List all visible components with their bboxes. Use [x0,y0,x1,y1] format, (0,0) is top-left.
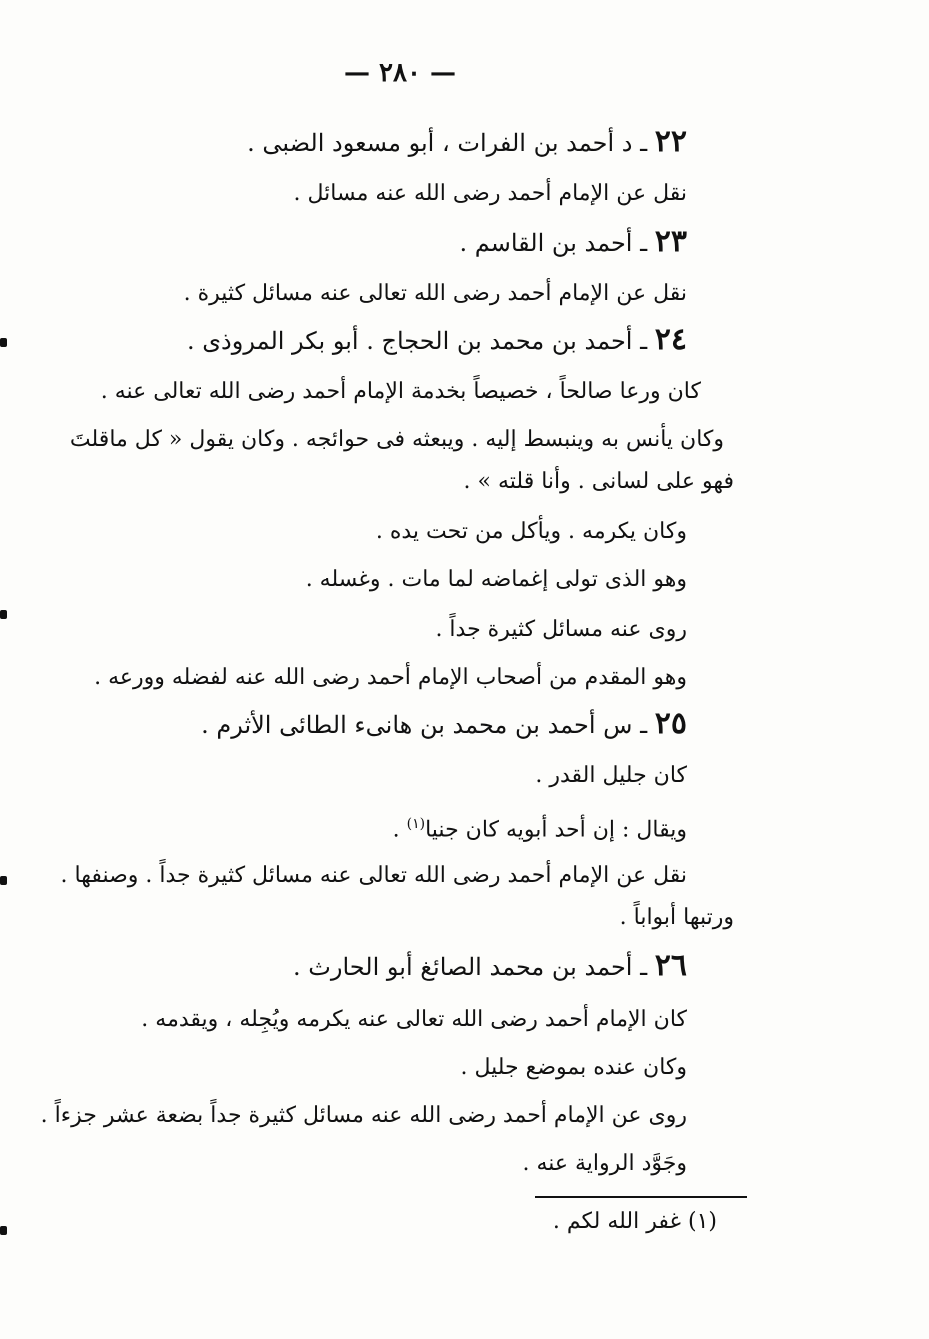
margin-mark [0,610,7,619]
footnote-ref: (١) [406,816,426,832]
entry-title: ـ أحمد بن محمد الصائغ أبو الحارث . [293,953,655,981]
entry-23-heading [460,226,687,259]
text-line: نقل عن الإمام أحمد رضى الله عنه مسائل . [293,181,687,206]
text-line: كان جليل القدر . [535,763,687,788]
entry-number: ٢٣ [654,224,687,259]
entry-title: ـ س أحمد بن محمد بن هانىء الطائى الأثرم . [201,711,655,739]
entry-25-heading [201,708,687,741]
entry-number: ٢٦ [654,948,687,983]
text-line: كان الإمام أحمد رضى الله تعالى عنه يكرمه ويُجِله ، ويقدمه . [141,1007,687,1032]
entry-title: ـ أحمد بن القاسم . [459,229,655,257]
margin-mark [0,876,7,885]
text-line: كان ورعا صالحاً ، خصيصاً بخدمة الإمام أحمد رضى الله تعالى عنه . [100,379,701,404]
text-line [393,808,687,846]
text-line: نقل عن الإمام أحمد رضى الله تعالى عنه مسائل كثيرة جداً . وصنفها . [60,863,687,888]
text-line: وهو الذى تولى إغماضه لما مات . وغسله . [305,567,687,592]
entry-number: ٢٤ [654,322,687,357]
text-line: فهو على لسانى . وأنا قلته » . [463,469,734,494]
text-line: نقل عن الإمام أحمد رضى الله تعالى عنه مسائل كثيرة . [183,281,687,306]
text-fragment: ويقال : إن أحد أبويه كان جنيا [425,817,687,843]
margin-mark [0,338,7,347]
text-fragment: . [392,817,407,843]
entry-number: ٢٥ [654,706,687,741]
text-line: روى عنه مسائل كثيرة جداً . [435,617,687,642]
entry-title: ـ د أحمد بن الفرات ، أبو مسعود الضبى . [247,129,655,157]
text-line: وهو المقدم من أصحاب الإمام أحمد رضى الله عنه لفضله وورعه . [94,665,687,690]
text-line: ورتبها أبواباً . [619,905,734,930]
text-line: وكان يأنس به وينبسط إليه . ويبعثه فى حوائجه . وكان يقول « كل ماقلتَ [69,427,724,452]
entry-22-heading [247,126,687,159]
footnote-separator [535,1196,747,1198]
text-line: وكان يكرمه . ويأكل من تحت يده . [375,519,687,544]
text-line: روى عن الإمام أحمد رضى الله عنه مسائل كثيرة جداً بضعة عشر جزءاً . [40,1103,687,1128]
text-line: وكان عنده بموضع جليل . [460,1055,687,1080]
page-number: — ٢٨٠ — [343,58,457,88]
entry-24-heading [187,324,687,357]
margin-mark [0,1226,7,1235]
entry-number: ٢٢ [654,124,687,159]
entry-26-heading [293,950,687,983]
footnote: (١) غفر الله لكم . [552,1209,717,1234]
text-line: وجَوَّد الرواية عنه . [522,1151,687,1176]
entry-title: ـ أحمد بن محمد بن الحجاج . أبو بكر المروذى . [187,327,655,355]
